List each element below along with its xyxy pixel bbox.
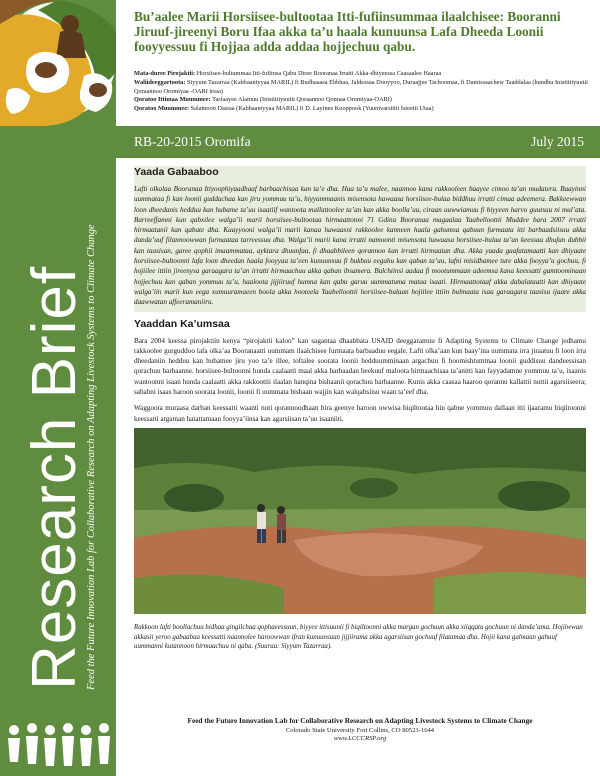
credit-label: Qoratoo Muummee:: [134, 105, 190, 113]
credit-text: Tarfaayee Alamuu (Inistitiiyuutii Qoraannoo Qonnaa Oromiyaa-OARI): [212, 96, 392, 104]
people-logo-icon: [4, 722, 116, 774]
credit-label: Mata-duree Pirojaktii:: [134, 70, 196, 77]
main-content: [134, 166, 586, 652]
background-paragraph-1: Bara 2004 keessa pirojaktiin kenya “pirojaktii kaloo” kan sagantaa dhaabbata USAID deeggaramuu fi Adapting Systems to Climate Change jedhamu rakkoolee gurguddoo lafa olka’aa Booranaatti uummam ilaalchisee furmaata barbaaduu eegale. Lafti olka’aan kun baay’ina uummata irra jiraatuu fi loon irra dheedaniin hedduu kan hubamee jiru yoo ta’e illee, toftalee soorata loonii hedduumminaan argachuu fi hoomishtummaa loonii guddisuu dandeessisan qorachuu barbaanne. horsiisee-bultoonni hunda caalaatti maal akka barbaadan beekuuf maloota hirmaachisaa ta’anitti kan fayyadamne yommuu ta’u, isaanis wantoonni isaan hunda caalaatti akka rakkoottii ilaalan hanqina bishaanii qorachuu barbaanne. Kunis akka caasaa haaroo qorannu kallattii nuttii agarsiiseera; sababni isaas haroon soorata loonii, loonii fi uummata bishaan wajjin kan walqabsiisu waan ta’eef dha.: [134, 336, 586, 397]
issue-band: [116, 126, 600, 158]
credit-line: [134, 105, 594, 114]
footer-address: Colorado State University Fort Collins, CO 80523-1644: [285, 727, 435, 734]
footer-org: Feed the Future Innovation Lab for Collaborative Research on Adapting Livestock Systems to Climate Change: [187, 716, 533, 725]
landscape-photo: [134, 428, 586, 614]
credit-line: [134, 79, 594, 97]
credit-label: Waliideeggartoota:: [134, 78, 186, 86]
credit-line: [134, 96, 594, 105]
footer-website: www.LCCCRSP.org: [333, 735, 387, 742]
summary-text: Lafti olkalaa Booranaa Itiyoophiyaadhaaf barbaachisaa kan ta’e dha. Haa ta’u malee, naannoo kana rakkooleen baayee cimoo ta’an mudatera. Baayinni uummataa fi kan loonii guddachaa kan jiru yommuu ta’u, hiyyummaanis misensota hawaasa horsiisee-bulaa biddhuu irratti cimaa adeemera. Bakkeewwan loon dheedanis hedduu kan hubame ta’uu isaatiif wantoota mallattoolee ta’an kan akka boolla’uu, ciraan uuwwiamuu fi biyyeen harvo guutsuu ni mul’ata. Barreeffamni kun qabxilee walga’ii marii horsiisee-bultootaa hirmaattonni 71 Gdina Booranaa magaalaa Yaabelloottii Muddee bara 2007 irratti hirmaatanii kan qabate dha. Kaayyooni walga’ii marii kanaa hawaasni rakkoolee kanneen haala gahumsa qabuun furmaata itti barbaadsiisuu akka danda’uuf filannoowwan furmaataa tarreessuu dha. Walga’ii marii kana irratti namoonti misensota hawaasa horsiisee-bulaa ta’an keessaa dhufan dubbii kan taasisan, garee qophii imaammataa, ayktara dhuunfaa, fi dhaabbileen qorannoo kan irratti hirmaatan dha. Akka yaada gaafatamaatti kan dhiyaate horsiisee-bultoonni lafa loon dheedan haala fooyyaa ta’een kunuunsuu fi bukbuu eegahu kan qaban ta’uu, lafni misidhamee ture akka fooyya’u gochuu, fi hojiilee ittiin jireenysa garaagara ta’an irratti hirmaachuu akka qaban ibsamera. Bulchiinsi aadaa fi mootummaan adeemsa kana keessatti gamtoominaan hojjechuu kan qaban yommuu ta’u, haaloota jijjiiruuf humna kan qabu garuu uummatuma mataa isaati. Hirmaattotaaf akka dabalataatti kan dhiyaate walga’iin marii kun eega xumuuramaeen boola akka hooteela Yaabelloottii horsiisee-bulaan hojiilee ittiin bulmaata isaa garaagara taasisu ijaare akka daawwatan affeeramaniiru.: [134, 185, 586, 307]
credit-label: Qoratoo Ittimaa Muummee:: [134, 96, 211, 104]
vertical-title: Research Brief: [20, 265, 89, 690]
footer: [134, 716, 586, 742]
summary-box: [134, 166, 586, 312]
credits: [134, 70, 594, 114]
credit-text: Siyyum Tazarraa (Kabbaaniyyaa MARIL) fi Budhaaasa Ebbhaa, Jaldessaa Dooyyoo, Duraajjee Tachoomaa, fi Damissaachew Taaddalaa (hundhu Inistitiiyuutii Qoraannoo Oromiyaa -OARI irraa): [134, 78, 588, 95]
background-paragraph-2: Waggoota muraasa darban keessatti waanti nuti qorannoodhaan bira geenye haroon uwwisa biqiltootaa hin qabne yommuu dallaan itti ijaaramu biqiltoonni keessatti argaman hatattamaan fooyya’iinsa kan agarsiisan ta’uu isaaniiti.: [134, 404, 586, 423]
header: [116, 0, 600, 120]
summary-heading: Yaada Gabaaboo: [134, 166, 219, 178]
page-title: Bu’aalee Marii Horsiisee-bultootaa Itti-fufiinsummaa ilaalchisee: Booranni Jiruuf-jireenyi Boru Ifaa akka ta’u haala kunuunsa Lafa Dheeda Loonii fooyyessuu fi Hojjaa adda addaa hojjechuu qabu.: [134, 9, 561, 54]
vertical-subtitle: Feed the Future Innovation Lab for Collaborative Research on Adapting Livestock Systems to Climate Change: [86, 224, 97, 690]
photo-caption: Rakkoon lafti boollachuu hidhaa gingilchaa qophaeessuun, biyyee ittisuunii fi biqiltoonni akka margan gochuun akka xiiqqatu gochuun ni danda’ama. Hojiiwwan akkasii yeroo gabaabaa keessatti naannolee haroowwan ifran kunuunsuun jijjiirama akka agarsiisan gochuuf filatamaa dha. Hojii kana galmaan gahuuf uummanni kutannoon hirmaachuu ni qaba. (Suuraa: Siyyum Tazarraa).: [134, 623, 583, 651]
credit-text: Horsiisee-bultummaa Itti-fufiinsa Qabu Diree Booranaa Irratti Akka-dhiyeessa Caasaalee Haaraa: [196, 70, 442, 77]
credit-text: Salamoon Dastaa (Kabbaaniyyaa MARIL) fi D. Layinee Kooppook (Yuunivarsiitii Isteetii Utaa): [190, 105, 434, 113]
issue-number: RB-20-2015 Oromifa: [134, 134, 251, 149]
livestock-logo-icon: [0, 0, 130, 126]
issue-date: July 2015: [531, 134, 584, 149]
background-heading: Yaaddan Ka’umsaa: [134, 317, 230, 330]
credit-line: [134, 70, 594, 79]
